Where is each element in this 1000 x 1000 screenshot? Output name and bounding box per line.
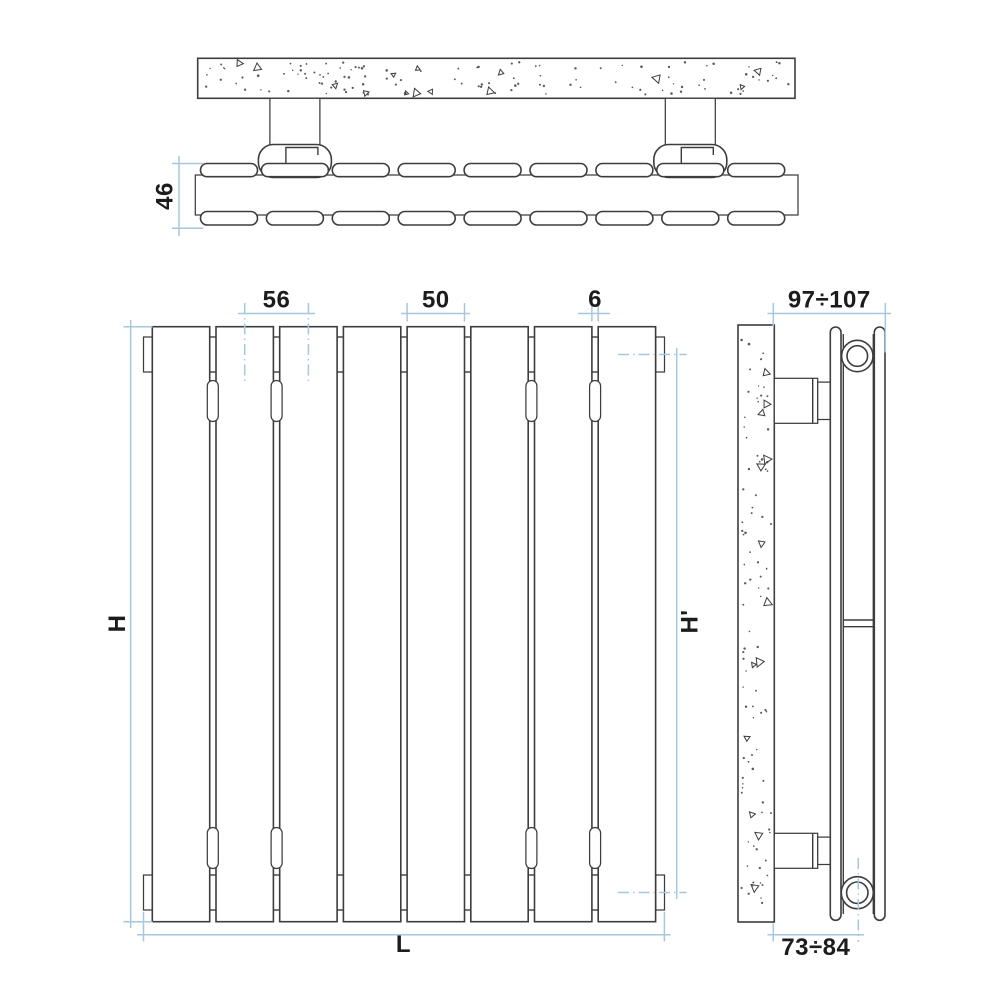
concrete-dot xyxy=(752,881,754,883)
concrete-dot xyxy=(400,79,402,81)
dim-label-length: L xyxy=(395,931,412,958)
concrete-dot xyxy=(761,902,763,904)
concrete-dot xyxy=(787,83,789,85)
concrete-dot xyxy=(762,884,764,886)
concrete-dot xyxy=(480,86,482,88)
concrete-dot xyxy=(741,887,743,889)
concrete-dot xyxy=(461,83,463,85)
concrete-dot xyxy=(752,76,754,78)
concrete-dot xyxy=(761,812,763,814)
concrete-dot xyxy=(742,488,744,490)
dim-label-panel-width: 50 xyxy=(421,286,450,314)
concrete-dot xyxy=(740,339,743,342)
concrete-dot xyxy=(742,658,744,660)
concrete-dot xyxy=(342,61,344,63)
concrete-dot xyxy=(762,352,764,354)
concrete-dot xyxy=(703,79,705,81)
plan-pill xyxy=(332,164,389,177)
plan-pill xyxy=(530,164,587,177)
concrete-dot xyxy=(580,86,582,88)
plan-pill xyxy=(662,212,719,226)
concrete-dot xyxy=(319,82,321,84)
concrete-dot xyxy=(752,705,754,707)
plan-pill xyxy=(398,164,455,177)
concrete-dot xyxy=(761,516,763,518)
concrete-dot xyxy=(751,754,753,756)
concrete-dot xyxy=(741,792,743,794)
concrete-dot xyxy=(481,83,483,85)
concrete-dot xyxy=(514,84,517,87)
concrete-dot xyxy=(749,551,751,553)
concrete-dot xyxy=(751,512,753,514)
concrete-dot xyxy=(765,860,767,862)
plan-pill xyxy=(201,212,258,226)
side-tab xyxy=(144,875,153,910)
bracket-slot xyxy=(207,828,218,869)
concrete-dot xyxy=(766,395,768,397)
concrete-dot xyxy=(768,828,770,830)
concrete-dot xyxy=(511,63,513,65)
concrete-dot xyxy=(752,768,755,771)
concrete-dot xyxy=(668,76,670,78)
concrete-dot xyxy=(742,90,744,92)
concrete-dot xyxy=(767,587,769,589)
concrete-dot xyxy=(632,87,634,89)
concrete-dot xyxy=(757,455,759,457)
concrete-dot xyxy=(760,882,762,884)
concrete-dot xyxy=(749,578,751,580)
concrete-dot xyxy=(640,65,643,68)
wall-section-top xyxy=(198,58,795,98)
concrete-dot xyxy=(540,75,542,77)
plan-pill xyxy=(332,212,389,226)
concrete-dot xyxy=(748,841,749,842)
concrete-dot xyxy=(477,66,480,69)
concrete-dot xyxy=(321,82,323,84)
front-panel xyxy=(598,327,655,922)
concrete-dot xyxy=(770,523,772,525)
bracket-stem xyxy=(665,98,715,146)
bracket-slot xyxy=(590,381,601,422)
concrete-dot xyxy=(698,84,700,86)
concrete-dot xyxy=(539,84,541,86)
concrete-dot xyxy=(762,801,764,803)
concrete-dot xyxy=(763,386,765,388)
concrete-dot xyxy=(748,468,750,470)
dim-label-wall-to-front: 97÷107 xyxy=(787,286,871,314)
concrete-dot xyxy=(712,62,715,65)
dim-label-wall-to-axis: 73÷84 xyxy=(781,934,851,961)
concrete-dot xyxy=(747,391,749,393)
side-tube-rear xyxy=(874,327,885,920)
concrete-dot xyxy=(761,458,764,461)
concrete-dot xyxy=(755,690,757,692)
concrete-dot xyxy=(517,83,519,85)
concrete-dot xyxy=(767,470,769,472)
concrete-dot xyxy=(358,67,360,69)
concrete-dot xyxy=(257,74,260,77)
side-tab xyxy=(144,337,153,372)
concrete-dot xyxy=(518,61,520,63)
concrete-dot xyxy=(743,564,745,566)
concrete-dot xyxy=(639,89,641,91)
concrete-dot xyxy=(361,67,364,70)
side-bracket-arm xyxy=(774,378,817,423)
concrete-dot xyxy=(772,75,774,77)
side-bracket-arm xyxy=(774,833,817,868)
concrete-dot xyxy=(741,521,743,523)
concrete-dot xyxy=(325,63,327,65)
plan-pill xyxy=(464,212,521,226)
dim-height-H xyxy=(104,320,153,928)
bracket-stem xyxy=(270,98,320,146)
front-view xyxy=(104,286,704,958)
concrete-dot xyxy=(510,89,512,91)
concrete-dot xyxy=(743,647,745,649)
concrete-dot xyxy=(322,76,324,78)
concrete-dot xyxy=(760,712,762,714)
concrete-dot xyxy=(615,81,617,83)
concrete-dot xyxy=(355,66,357,68)
concrete-dot xyxy=(756,646,758,648)
concrete-dot xyxy=(767,875,769,877)
concrete-dot xyxy=(775,77,777,79)
concrete-dot xyxy=(644,93,646,95)
concrete-dot xyxy=(569,84,571,86)
concrete-dot xyxy=(457,68,459,70)
concrete-dot xyxy=(300,69,302,71)
plan-pill xyxy=(266,212,323,226)
concrete-dot xyxy=(668,66,670,68)
concrete-dot xyxy=(744,532,747,535)
concrete-dot xyxy=(758,587,759,588)
concrete-dot xyxy=(730,92,733,95)
concrete-dot xyxy=(753,717,755,719)
concrete-dot xyxy=(304,73,306,75)
concrete-dot xyxy=(363,65,365,67)
concrete-dot xyxy=(748,761,750,763)
concrete-dot xyxy=(205,85,207,87)
bracket-slot xyxy=(590,828,601,869)
bracket-slot xyxy=(271,828,282,869)
concrete-dot xyxy=(454,78,456,80)
concrete-dot xyxy=(330,87,332,89)
concrete-dot xyxy=(766,711,768,713)
concrete-dot xyxy=(283,73,285,75)
concrete-dot xyxy=(767,428,769,430)
concrete-dot xyxy=(385,69,388,72)
front-panel xyxy=(535,327,592,922)
concrete-dot xyxy=(300,65,302,67)
concrete-dot xyxy=(741,530,743,532)
dim-label-gap: 6 xyxy=(588,286,602,313)
concrete-dot xyxy=(746,437,748,439)
concrete-dot xyxy=(386,78,388,80)
concrete-dot xyxy=(743,426,745,428)
plan-pill xyxy=(596,164,653,177)
concrete-dot xyxy=(744,416,746,418)
dim-wall-to-axis xyxy=(768,858,865,961)
concrete-dot xyxy=(575,79,577,81)
wall-outline xyxy=(198,58,795,98)
concrete-dot xyxy=(244,89,246,91)
concrete-dot xyxy=(742,604,744,606)
concrete-dot xyxy=(759,461,761,463)
concrete-dot xyxy=(292,70,294,72)
concrete-dot xyxy=(748,893,750,895)
plan-radiator xyxy=(195,98,798,225)
concrete-dot xyxy=(574,67,576,69)
concrete-dot xyxy=(326,93,327,94)
plan-pill xyxy=(728,212,785,226)
concrete-dot xyxy=(765,468,767,470)
concrete-dot xyxy=(749,631,751,633)
front-panel xyxy=(280,327,337,922)
concrete-dot xyxy=(543,85,545,87)
concrete-dot xyxy=(478,85,480,87)
concrete-dot xyxy=(748,343,751,346)
wall-section-side xyxy=(738,325,774,922)
concrete-dot xyxy=(343,76,345,78)
concrete-dot xyxy=(743,534,745,536)
plan-backing xyxy=(195,175,798,215)
concrete-dot xyxy=(681,86,683,88)
plan-pill xyxy=(464,164,521,177)
dim-label-depth: 46 xyxy=(151,182,179,210)
concrete-dot xyxy=(758,385,759,386)
bracket-slot xyxy=(526,828,537,869)
concrete-dot xyxy=(706,65,708,67)
concrete-dot xyxy=(352,87,354,89)
concrete-dot xyxy=(762,780,764,782)
concrete-dot xyxy=(343,88,345,90)
front-panel xyxy=(471,327,528,922)
plan-pill xyxy=(261,164,328,177)
plan-pill xyxy=(530,212,587,226)
concrete-dot xyxy=(756,749,758,751)
concrete-dot xyxy=(756,848,758,850)
pipe-boss-inner xyxy=(847,882,868,903)
concrete-dot xyxy=(764,709,766,711)
concrete-dot xyxy=(306,63,308,65)
concrete-dot xyxy=(758,79,760,81)
concrete-dot xyxy=(749,368,751,370)
concrete-dot xyxy=(241,76,243,78)
concrete-dot xyxy=(757,401,759,403)
concrete-dot xyxy=(260,89,261,90)
concrete-dot xyxy=(742,686,743,687)
concrete-dot xyxy=(742,783,743,784)
concrete-dot xyxy=(364,75,366,77)
concrete-dot xyxy=(757,561,759,563)
concrete-dot xyxy=(760,576,762,578)
side-tube-front xyxy=(830,327,841,920)
concrete-dot xyxy=(362,83,365,86)
bracket-slot xyxy=(271,381,282,422)
concrete-dot xyxy=(268,90,270,92)
concrete-dot xyxy=(747,865,749,867)
concrete-dot xyxy=(737,88,739,90)
concrete-dot xyxy=(334,80,336,82)
concrete-dot xyxy=(350,69,351,70)
concrete-dot xyxy=(704,88,706,90)
concrete-dot xyxy=(759,867,761,869)
concrete-dot xyxy=(753,845,755,847)
concrete-dot xyxy=(742,651,744,653)
concrete-dot xyxy=(745,706,747,708)
concrete-dot xyxy=(684,61,686,63)
concrete-dot xyxy=(744,582,746,584)
concrete-dot xyxy=(760,897,762,899)
front-panel xyxy=(407,327,464,922)
concrete-dot xyxy=(305,77,307,79)
front-radiator xyxy=(144,327,665,922)
dim-panel-width-50 xyxy=(401,287,470,322)
concrete-dot xyxy=(760,395,762,397)
concrete-dot xyxy=(319,74,321,76)
concrete-dot xyxy=(776,61,778,63)
concrete-dot xyxy=(600,67,602,69)
concrete-dot xyxy=(670,92,673,95)
plan-pill xyxy=(596,212,653,226)
concrete-dot xyxy=(287,90,289,92)
concrete-dot xyxy=(751,507,753,509)
concrete-dot xyxy=(755,494,757,496)
front-panel xyxy=(152,327,209,922)
concrete-dot xyxy=(209,68,210,69)
concrete-dot xyxy=(339,67,341,69)
concrete-dot xyxy=(673,83,674,84)
concrete-dot xyxy=(742,777,744,779)
dim-label-height: H xyxy=(103,614,131,633)
concrete-dot xyxy=(220,79,222,81)
dim-label-pitch: 56 xyxy=(262,286,291,314)
pipe-boss-inner xyxy=(847,346,868,367)
concrete-dot xyxy=(206,74,208,76)
front-panel xyxy=(216,327,273,922)
concrete-dot xyxy=(235,83,237,85)
concrete-dot xyxy=(662,90,664,92)
top-view xyxy=(151,58,798,236)
concrete-dot xyxy=(297,74,298,75)
dim-label-fixing-height: H' xyxy=(676,609,704,634)
concrete-dot xyxy=(766,568,768,570)
concrete-dot xyxy=(767,80,769,82)
concrete-dot xyxy=(420,70,422,72)
concrete-dot xyxy=(345,91,347,93)
concrete-dot xyxy=(513,77,515,79)
concrete-dot xyxy=(680,91,682,93)
bracket-slot xyxy=(207,381,218,422)
plan-pill xyxy=(728,164,785,177)
concrete-dot xyxy=(748,66,749,67)
concrete-dot xyxy=(770,812,772,814)
concrete-dot xyxy=(769,832,771,834)
concrete-dot xyxy=(545,93,547,95)
side-view xyxy=(738,287,891,962)
concrete-dot xyxy=(778,62,780,64)
plan-pill xyxy=(398,212,455,226)
concrete-dot xyxy=(539,65,541,67)
concrete-dot xyxy=(622,65,624,67)
concrete-dot xyxy=(739,93,741,95)
concrete-dot xyxy=(220,64,222,66)
bracket-slot xyxy=(526,381,537,422)
concrete-dot xyxy=(742,787,744,789)
concrete-dot xyxy=(760,596,762,598)
concrete-dot xyxy=(327,73,329,75)
plan-pill xyxy=(201,164,258,177)
concrete-dot xyxy=(395,84,397,86)
concrete-dot xyxy=(745,670,746,671)
concrete-dot xyxy=(313,71,315,73)
front-panel xyxy=(343,327,400,922)
concrete-dot xyxy=(756,397,758,399)
concrete-dot xyxy=(745,73,748,76)
concrete-dot xyxy=(743,757,745,759)
side-radiator xyxy=(774,327,885,920)
concrete-dot xyxy=(290,63,292,65)
concrete-dot xyxy=(488,82,490,84)
concrete-dot xyxy=(348,76,351,79)
dim-wall-to-front xyxy=(768,287,892,353)
concrete-dot xyxy=(760,358,762,360)
concrete-dot xyxy=(535,65,537,67)
dim-gap-6 xyxy=(578,286,610,322)
concrete-dot xyxy=(223,67,224,68)
plan-pill xyxy=(657,164,724,177)
